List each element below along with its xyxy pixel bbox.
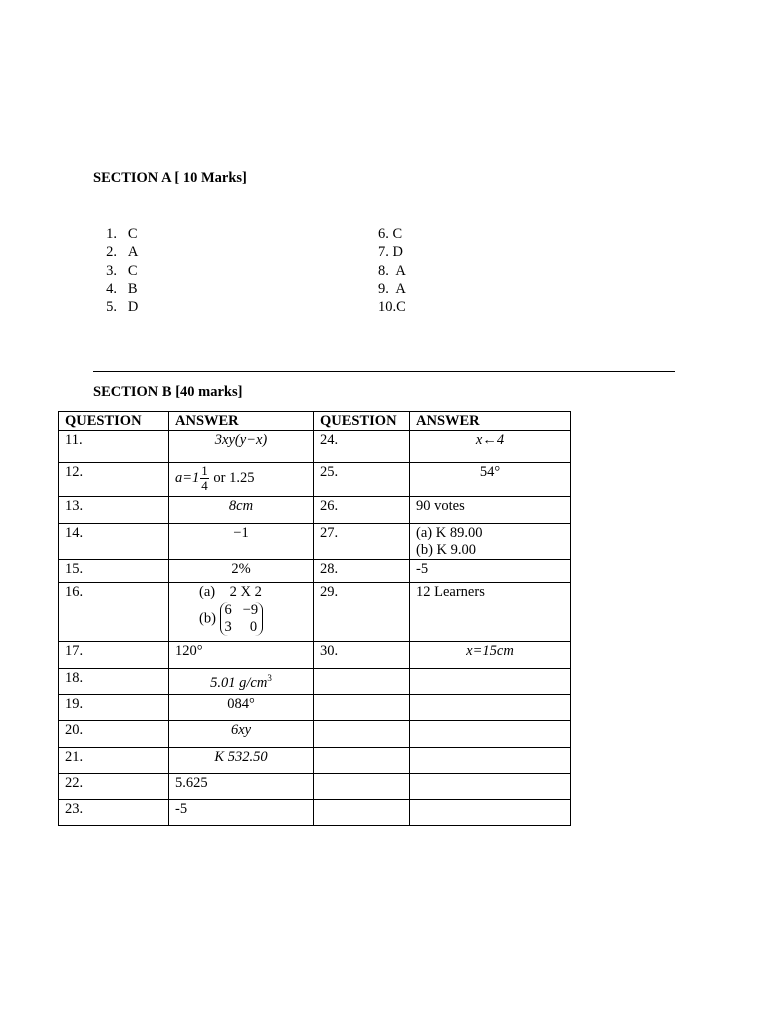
question-number: 17.	[59, 642, 169, 669]
answer-cell: 120°	[169, 642, 314, 669]
col-header-question: QUESTION	[59, 412, 169, 431]
table-row	[59, 669, 571, 695]
answer-text: (b)	[199, 610, 216, 627]
section-a-right-list	[378, 225, 406, 316]
empty-cell	[410, 774, 571, 800]
question-number: 18.	[59, 669, 169, 695]
answer-cell: K 532.50	[169, 748, 314, 774]
question-number: 13.	[59, 497, 169, 524]
question-number: 29.	[314, 583, 410, 642]
answer-cell: 2%	[169, 560, 314, 583]
empty-cell	[314, 774, 410, 800]
answer-cell: 90 votes	[410, 497, 571, 524]
question-number: 21.	[59, 748, 169, 774]
list-item: 2. A	[106, 244, 139, 261]
question-number: 22.	[59, 774, 169, 800]
table-row	[59, 524, 571, 560]
answer-text: (a) 2 X 2	[199, 584, 262, 600]
question-number: 24.	[314, 431, 410, 463]
answer-cell: 3xy(y−x)	[169, 431, 314, 463]
table-row	[59, 560, 571, 583]
empty-cell	[314, 721, 410, 748]
question-number: 27.	[314, 524, 410, 560]
question-number: 12.	[59, 463, 169, 497]
answer-text: (a) K 89.00	[416, 525, 483, 541]
empty-cell	[314, 695, 410, 721]
question-number: 20.	[59, 721, 169, 748]
fraction: $\frac{1}{4}$	[201, 463, 208, 493]
list-item: 1. C	[106, 226, 138, 242]
table-row	[59, 695, 571, 721]
table-row	[59, 774, 571, 800]
empty-cell	[314, 748, 410, 774]
list-item: 3. C	[106, 262, 138, 279]
list-item: 7. D	[378, 244, 403, 261]
answer-cell: 5.01 $g/cm^3$	[169, 669, 314, 695]
answer-cell: 54°	[410, 463, 571, 497]
section-b-heading: SECTION B [40 marks]	[93, 384, 243, 400]
answer-text: or 1.25	[213, 469, 255, 486]
table-header-row	[59, 412, 571, 431]
answer-cell: x←4	[410, 431, 571, 463]
question-number: 30.	[314, 642, 410, 669]
table-row	[59, 642, 571, 669]
empty-cell	[410, 669, 571, 695]
list-item: 5. D	[106, 299, 139, 316]
list-item: 6. C	[378, 226, 403, 242]
answer-cell: 084°	[169, 695, 314, 721]
question-number: 14.	[59, 524, 169, 560]
answer-cell: -5	[410, 560, 571, 583]
answer-cell: 6xy	[169, 721, 314, 748]
empty-cell	[410, 800, 571, 826]
question-number: 15.	[59, 560, 169, 583]
matrix: 6 −9 3 0	[220, 602, 264, 636]
answer-cell	[169, 583, 314, 642]
table-row	[59, 800, 571, 826]
table-row	[59, 431, 571, 463]
question-number: 11.	[59, 431, 169, 463]
question-number: 26.	[314, 497, 410, 524]
question-number: 19.	[59, 695, 169, 721]
table-row	[59, 497, 571, 524]
table-row	[59, 583, 571, 642]
question-number: 25.	[314, 463, 410, 497]
empty-cell	[410, 721, 571, 748]
answer-cell: x=15cm	[410, 642, 571, 669]
table-row	[59, 721, 571, 748]
list-item: 8. A	[378, 262, 406, 279]
table-row	[59, 463, 571, 497]
list-item: 4. B	[106, 280, 138, 297]
section-a-left-list	[93, 225, 138, 316]
list-item: 10.C	[378, 299, 406, 316]
answer-cell: 12 Learners	[410, 583, 571, 642]
answer-cell	[410, 524, 571, 560]
answer-text: a=1	[175, 469, 200, 486]
answer-cell: 8cm	[169, 497, 314, 524]
section-divider	[93, 371, 675, 372]
empty-cell	[314, 800, 410, 826]
question-number: 28.	[314, 560, 410, 583]
col-header-question: QUESTION	[314, 412, 410, 431]
question-number: 23.	[59, 800, 169, 826]
col-header-answer: ANSWER	[169, 412, 314, 431]
answer-table	[58, 411, 571, 826]
answer-cell	[169, 463, 314, 497]
answer-cell: −1	[169, 524, 314, 560]
col-header-answer: ANSWER	[410, 412, 571, 431]
list-item: 9. A	[378, 280, 406, 297]
section-a-heading: SECTION A [ 10 Marks]	[93, 170, 247, 186]
empty-cell	[314, 669, 410, 695]
answer-text: (b) K 9.00	[416, 542, 477, 558]
question-number: 16.	[59, 583, 169, 642]
table-row	[59, 748, 571, 774]
answer-cell: -5	[169, 800, 314, 826]
answer-cell: 5.625	[169, 774, 314, 800]
empty-cell	[410, 695, 571, 721]
empty-cell	[410, 748, 571, 774]
